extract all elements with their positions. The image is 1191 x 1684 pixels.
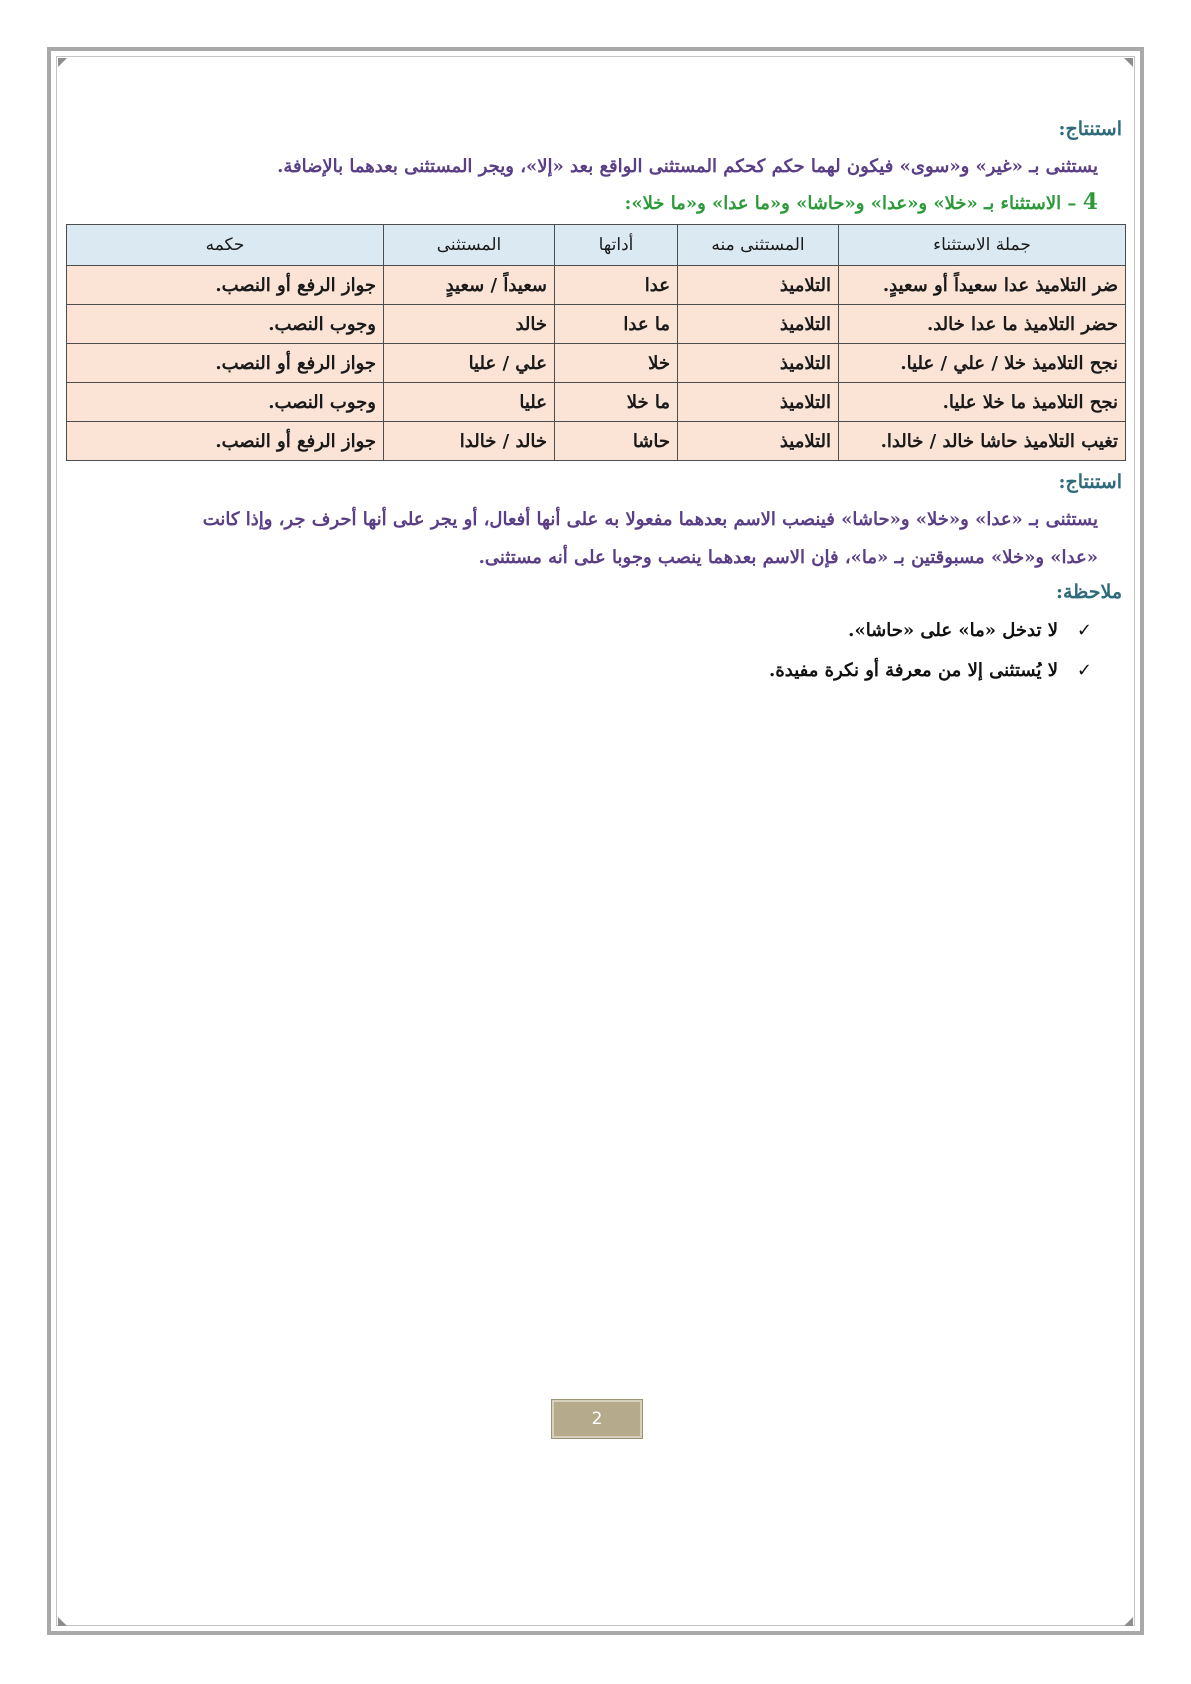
column-header-excepted-from: المستثنى منه bbox=[678, 225, 839, 266]
cell-excepted-from: التلاميذ bbox=[678, 383, 839, 422]
section-number: 4 bbox=[1082, 189, 1098, 215]
cell-excepted-from: التلاميذ bbox=[678, 344, 839, 383]
corner-ornament-top-left bbox=[58, 58, 67, 67]
page-content bbox=[58, 118, 1130, 691]
cell-excepted-from: التلاميذ bbox=[678, 266, 839, 305]
list-item bbox=[58, 651, 1092, 691]
cell-excepted: خالد bbox=[384, 305, 555, 344]
cell-ruling: جواز الرفع أو النصب. bbox=[67, 344, 384, 383]
spacer bbox=[58, 461, 1130, 471]
cell-tool: ما عدا bbox=[555, 305, 678, 344]
table-row bbox=[67, 422, 1126, 461]
section-4-title bbox=[58, 186, 1130, 220]
exception-table bbox=[66, 224, 1126, 461]
cell-tool: ما خلا bbox=[555, 383, 678, 422]
cell-ruling: جواز الرفع أو النصب. bbox=[67, 422, 384, 461]
conclusion-text-1: يستثنى بـ «غير» و«سوى» فيكون لهما حكم كحكم المستثنى الواقع بعد «إلا»، ويجر المستثنى بعدهما بالإضافة. bbox=[277, 156, 1098, 177]
table-row bbox=[67, 344, 1126, 383]
checkmark-icon: ✓ bbox=[1076, 620, 1092, 641]
conclusion-text-2-line-1: يستثنى بـ «عدا» و«خلا» و«حاشا» فينصب الاسم بعدهما مفعولا به على أنها أفعال، أو يجر على أنها أحرف جر، وإذا كانت bbox=[202, 509, 1098, 530]
note-text: لا تدخل «ما» على «حاشا». bbox=[848, 620, 1058, 641]
page-number-badge: 2 bbox=[552, 1400, 642, 1438]
cell-excepted-from: التلاميذ bbox=[678, 305, 839, 344]
cell-tool: حاشا bbox=[555, 422, 678, 461]
corner-ornament-bottom-left bbox=[58, 1617, 67, 1626]
cell-tool: عدا bbox=[555, 266, 678, 305]
column-header-ruling: حكمه bbox=[67, 225, 384, 266]
table-header-row bbox=[67, 225, 1126, 266]
cell-ruling: وجوب النصب. bbox=[67, 383, 384, 422]
cell-ruling: جواز الرفع أو النصب. bbox=[67, 266, 384, 305]
cell-sentence: ضر التلاميذ عدا سعيداً أو سعيدٍ. bbox=[839, 266, 1126, 305]
list-item bbox=[58, 611, 1092, 651]
cell-excepted: خالد / خالدا bbox=[384, 422, 555, 461]
cell-excepted: عليا bbox=[384, 383, 555, 422]
table-row bbox=[67, 266, 1126, 305]
cell-tool: خلا bbox=[555, 344, 678, 383]
cell-excepted-from: التلاميذ bbox=[678, 422, 839, 461]
cell-sentence: تغيب التلاميذ حاشا خالد / خالدا. bbox=[839, 422, 1126, 461]
cell-excepted: سعيداً / سعيدٍ bbox=[384, 266, 555, 305]
conclusion-text-2-line-2: «عدا» و«خلا» مسبوقتين بـ «ما»، فإن الاسم بعدهما ينصب وجوبا على أنه مستثنى. bbox=[478, 547, 1098, 568]
section-title-text: – الاستثناء بـ «خلا» و«عدا» و«حاشا» و«ما عدا» و«ما خلا»: bbox=[624, 193, 1077, 214]
checkmark-icon: ✓ bbox=[1076, 660, 1092, 681]
table-row bbox=[67, 305, 1126, 344]
table-row bbox=[67, 383, 1126, 422]
column-header-excepted: المستثنى bbox=[384, 225, 555, 266]
note-heading: ملاحظة: bbox=[1055, 581, 1122, 603]
conclusion-heading-2: استنتاج: bbox=[1058, 471, 1122, 493]
cell-excepted: علي / عليا bbox=[384, 344, 555, 383]
conclusion-heading-1: استنتاج: bbox=[1058, 118, 1122, 140]
corner-ornament-bottom-right bbox=[1124, 1617, 1133, 1626]
cell-sentence: حضر التلاميذ ما عدا خالد. bbox=[839, 305, 1126, 344]
cell-ruling: وجوب النصب. bbox=[67, 305, 384, 344]
note-text: لا يُستثنى إلا من معرفة أو نكرة مفيدة. bbox=[769, 660, 1058, 681]
corner-ornament-top-right bbox=[1124, 58, 1133, 67]
cell-sentence: نجح التلاميذ ما خلا عليا. bbox=[839, 383, 1126, 422]
note-list bbox=[58, 611, 1130, 691]
column-header-tool: أداتها bbox=[555, 225, 678, 266]
column-header-sentence: جملة الاستثناء bbox=[839, 225, 1126, 266]
cell-sentence: نجح التلاميذ خلا / علي / عليا. bbox=[839, 344, 1126, 383]
